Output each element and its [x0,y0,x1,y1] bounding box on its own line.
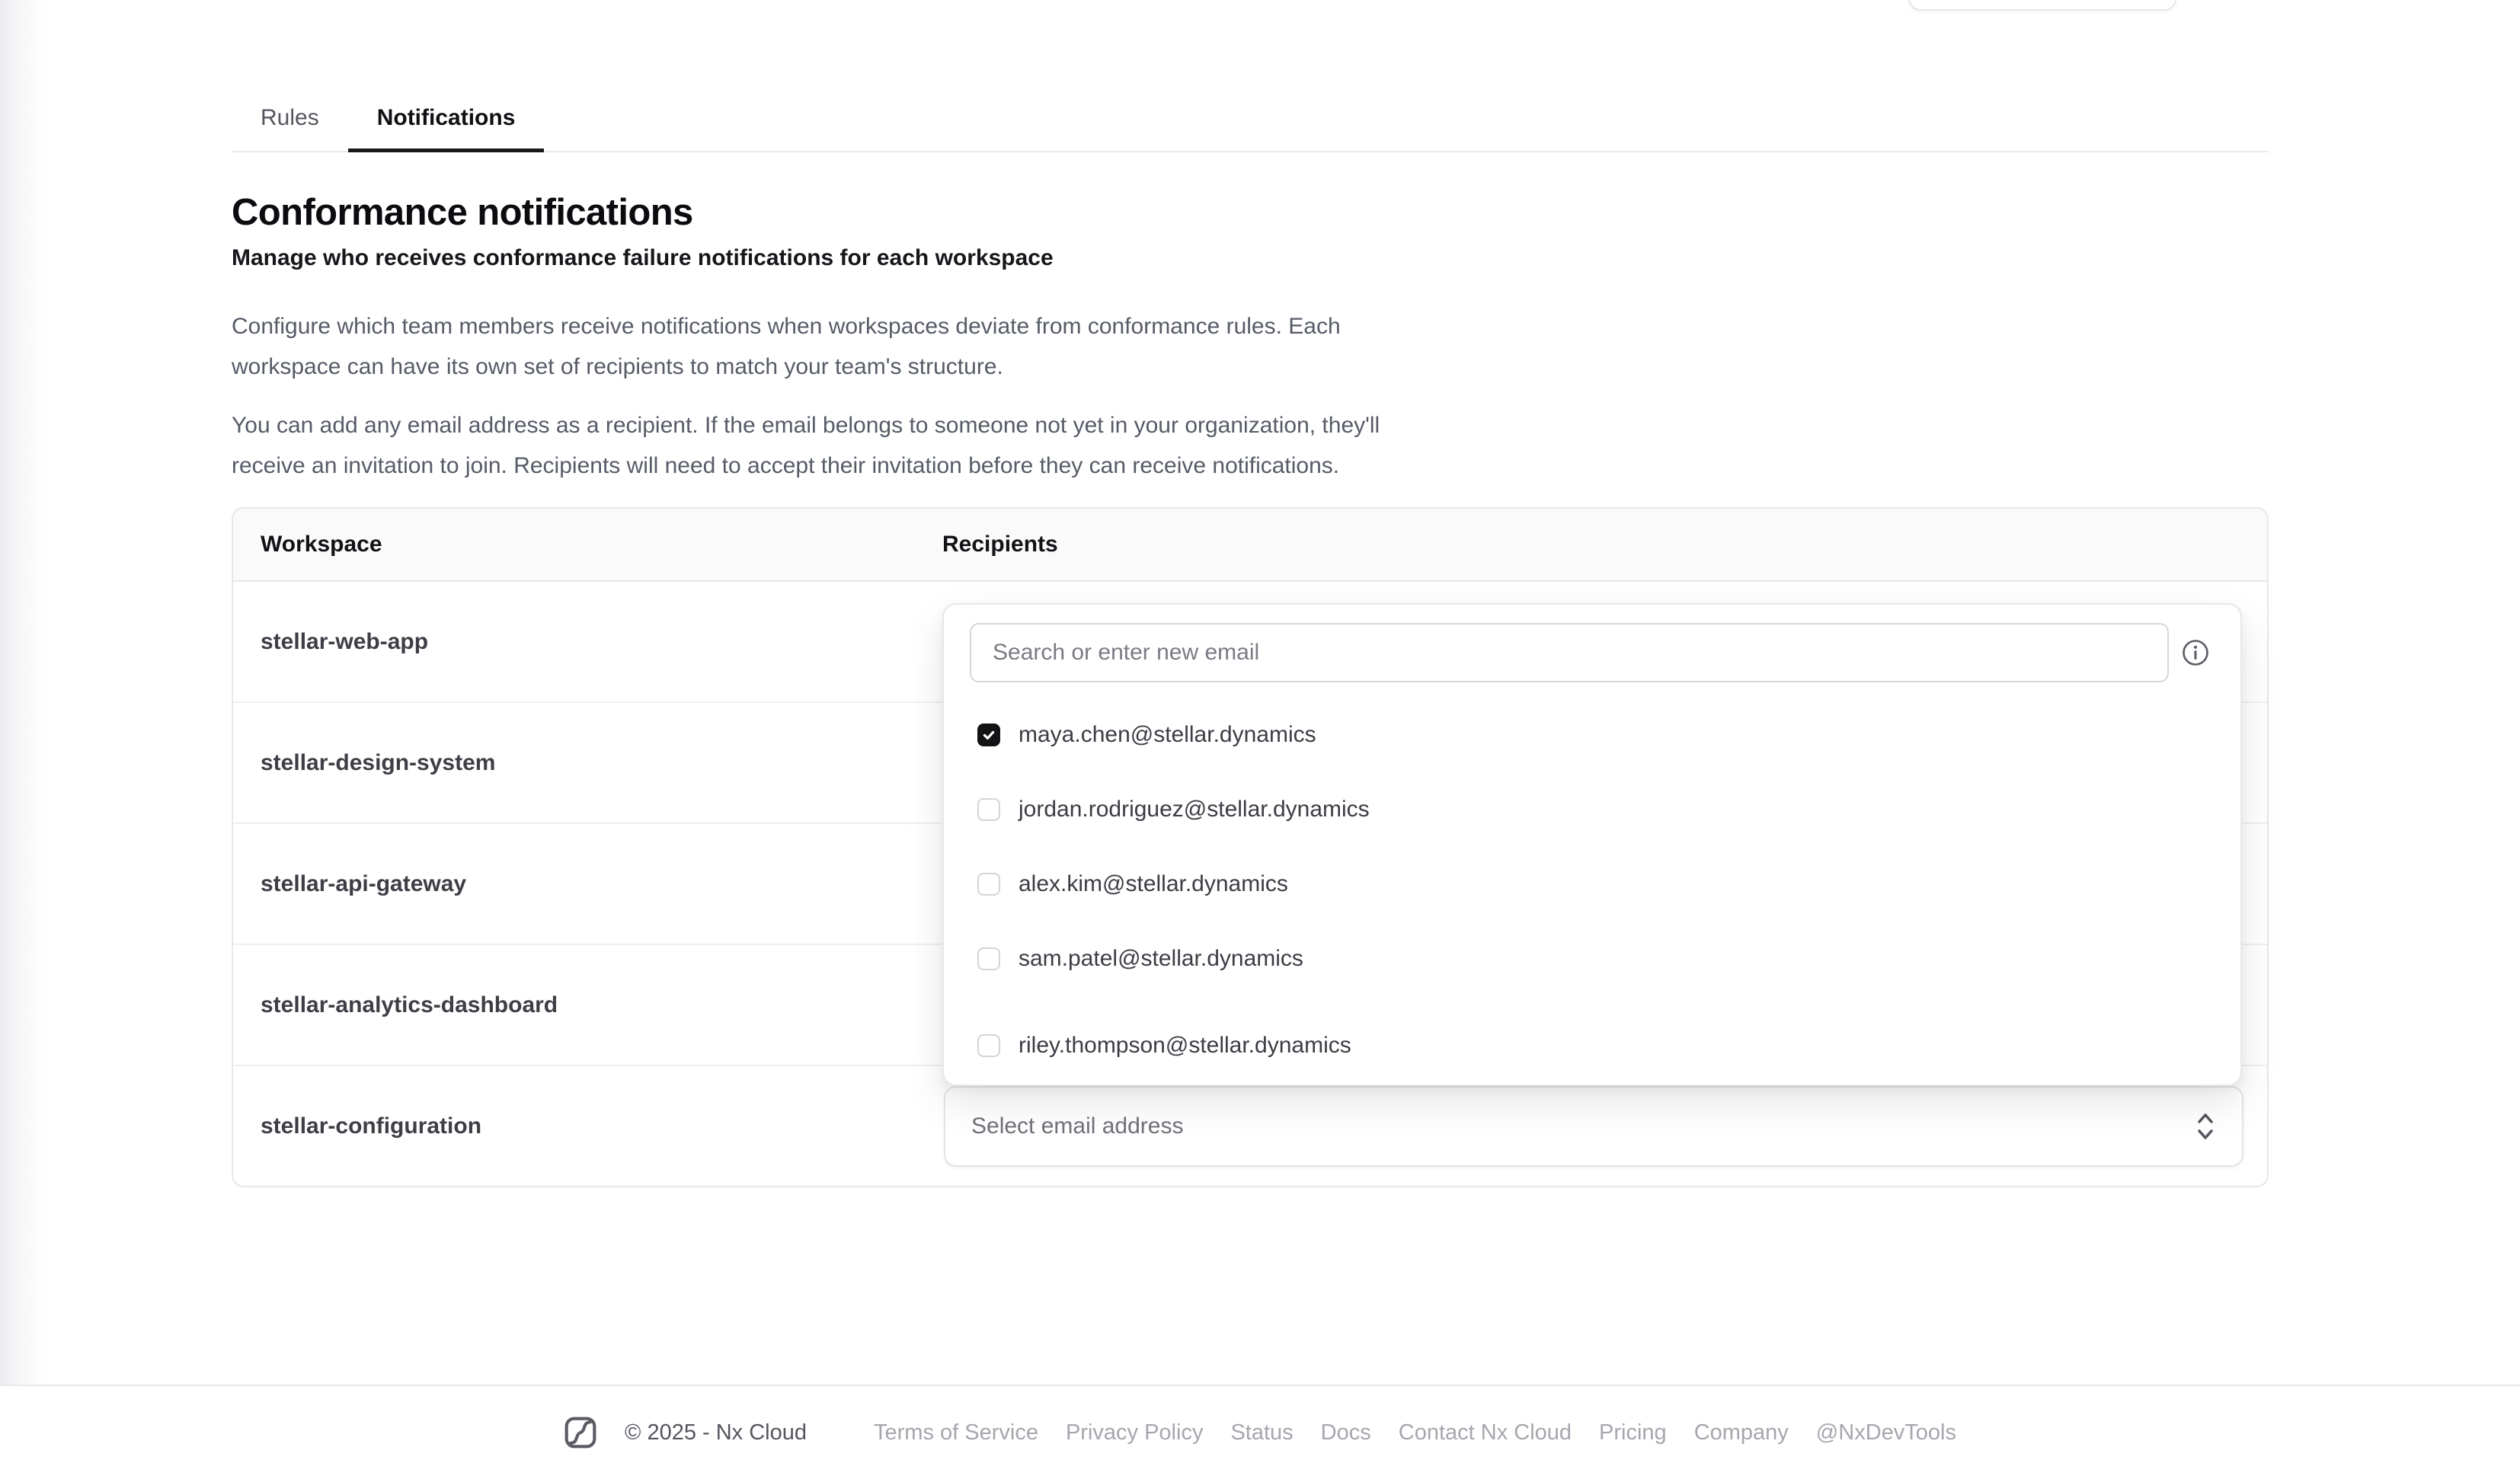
search-input[interactable] [970,623,2169,682]
recipient-email: jordan.rodriguez@stellar.dynamics [1019,797,1370,822]
workspace-name: stellar-web-app [261,628,429,654]
checkbox-icon[interactable] [977,724,1000,746]
page-footer [0,1385,2520,1479]
workspace-name: stellar-api-gateway [261,870,467,896]
tab-rules[interactable]: Rules [261,105,319,130]
checkbox-icon[interactable] [977,873,1000,896]
tab-notifications[interactable]: Notifications [348,85,545,151]
page-left-shadow [0,0,44,1479]
recipient-email: riley.thompson@stellar.dynamics [1019,1033,1351,1058]
recipient-email: sam.patel@stellar.dynamics [1019,946,1303,971]
recipient-email: maya.chen@stellar.dynamics [1019,722,1316,747]
checkbox-icon[interactable] [977,798,1000,821]
info-icon[interactable] [2181,638,2210,667]
intro-line: Configure which team members receive notifications when workspaces deviate from conformance rules. Each [232,314,1341,339]
column-header-workspace: Workspace [261,532,382,557]
footer-link-docs[interactable]: Docs [1320,1420,1371,1445]
checkbox-icon[interactable] [977,1034,1000,1057]
intro-paragraph-1 [232,306,2269,387]
recipient-option[interactable] [944,772,2240,847]
column-header-recipients: Recipients [942,532,1058,557]
checkbox-icon[interactable] [977,947,1000,970]
recipients-cell [942,1086,2267,1167]
table-header-row [233,509,2267,582]
chevron-up-down-icon [2195,1110,2216,1143]
recipient-option[interactable] [944,1008,2240,1083]
footer-link-pricing[interactable]: Pricing [1599,1420,1667,1445]
nx-cloud-logo-icon [564,1416,597,1449]
tab-bar [232,85,2269,152]
page-title: Conformance notifications [232,192,693,233]
recipient-email: alex.kim@stellar.dynamics [1019,871,1288,896]
recipients-dropdown [942,603,2242,1086]
intro-line: workspace can have its own set of recipients to match your team's structure. [232,354,1003,379]
recipient-option[interactable] [944,847,2240,922]
dropdown-search-row [944,605,2240,682]
footer-link-contact-nx-cloud[interactable]: Contact Nx Cloud [1398,1420,1572,1445]
footer-link-company[interactable]: Company [1693,1420,1789,1445]
recipient-option[interactable] [944,922,2240,996]
workspace-name: stellar-analytics-dashboard [261,992,558,1017]
intro-line: receive an invitation to join. Recipients will need to accept their invitation before they can receive notifications. [232,453,1340,478]
select-placeholder: Select email address [971,1113,1184,1139]
recipients-select[interactable] [944,1086,2243,1167]
recipient-option[interactable] [944,698,2240,772]
intro-line: You can add any email address as a recipient. If the email belongs to someone not yet in your organization, they'll [232,413,1380,438]
intro-paragraph-2 [232,405,2269,486]
copyright-text: © 2025 - Nx Cloud [625,1420,807,1445]
recipient-options-list [944,698,2240,1083]
workspace-name: stellar-configuration [261,1113,482,1139]
footer-link-nxdevtools[interactable]: @NxDevTools [1815,1420,1956,1445]
page-subtitle: Manage who receives conformance failure notifications for each workspace [232,245,1054,270]
workspace-name: stellar-design-system [261,749,496,775]
footer-links [874,1420,1956,1445]
footer-link-privacy-policy[interactable]: Privacy Policy [1065,1420,1204,1445]
footer-link-terms-of-service[interactable]: Terms of Service [874,1420,1038,1445]
footer-link-status[interactable]: Status [1230,1420,1294,1445]
intro-text [232,306,2269,486]
